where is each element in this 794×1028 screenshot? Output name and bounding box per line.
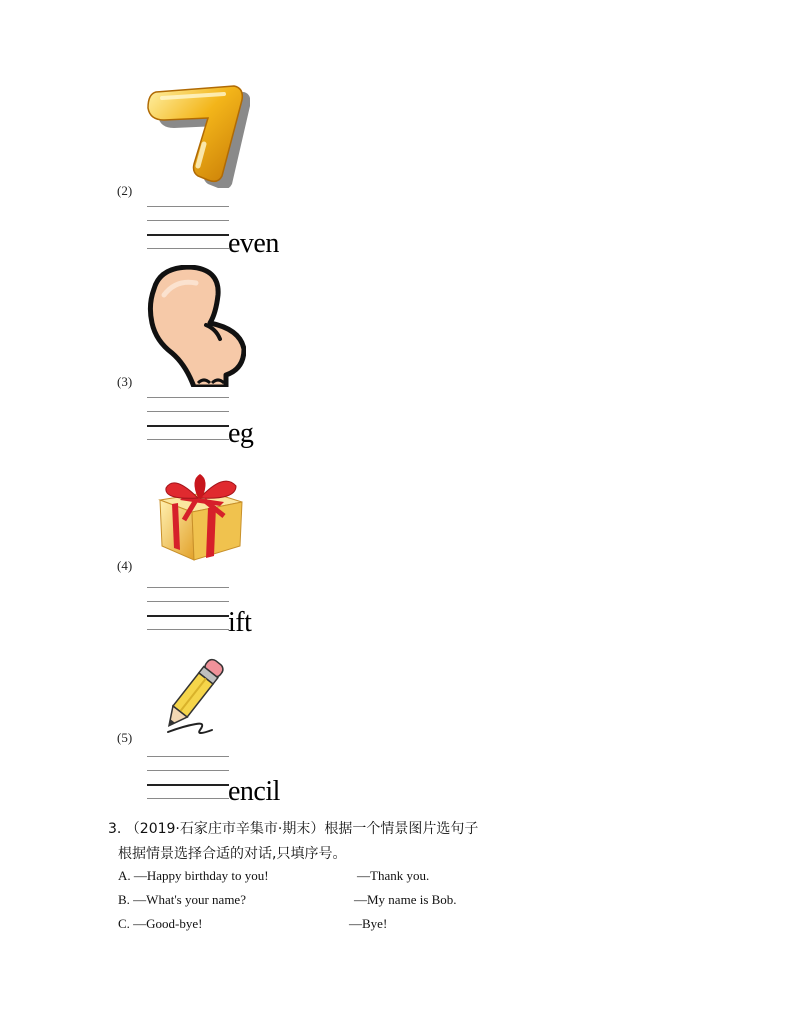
- answer-blank[interactable]: [147, 206, 229, 250]
- item-4: [0, 450, 794, 640]
- gift-icon: [154, 470, 246, 562]
- item-5: [0, 640, 794, 810]
- option-a-prompt: A. —Happy birthday to you!: [118, 868, 269, 883]
- word-suffix: encil: [228, 776, 280, 807]
- item-3: [0, 260, 794, 450]
- answer-blank[interactable]: [147, 397, 229, 441]
- question-3-instruction: 根据情景选择合适的对话,只填序号。: [118, 846, 347, 862]
- option-b-reply: —My name is Bob.: [354, 892, 457, 907]
- question-3-title: 3. （2019·石家庄市辛集市·期末）根据一个情景图片选句子: [108, 821, 479, 837]
- answer-blank[interactable]: [147, 756, 229, 800]
- option-c-prompt: C. —Good-bye!: [118, 916, 203, 931]
- item-number: (3): [117, 374, 133, 389]
- seven-digit-icon: [146, 84, 250, 188]
- word-suffix: even: [228, 228, 279, 259]
- item-number: (4): [117, 558, 133, 573]
- option-c-reply: —Bye!: [349, 916, 388, 931]
- leg-icon: [146, 265, 246, 387]
- word-suffix: ift: [228, 607, 252, 638]
- option-b-prompt: B. —What's your name?: [118, 892, 246, 907]
- item-number: (2): [117, 183, 133, 198]
- word-suffix: eg: [228, 418, 254, 449]
- answer-blank[interactable]: [147, 587, 229, 631]
- pencil-icon: [160, 652, 226, 738]
- item-2: [0, 0, 794, 260]
- item-number: (5): [117, 730, 133, 745]
- option-a-reply: —Thank you.: [357, 868, 430, 883]
